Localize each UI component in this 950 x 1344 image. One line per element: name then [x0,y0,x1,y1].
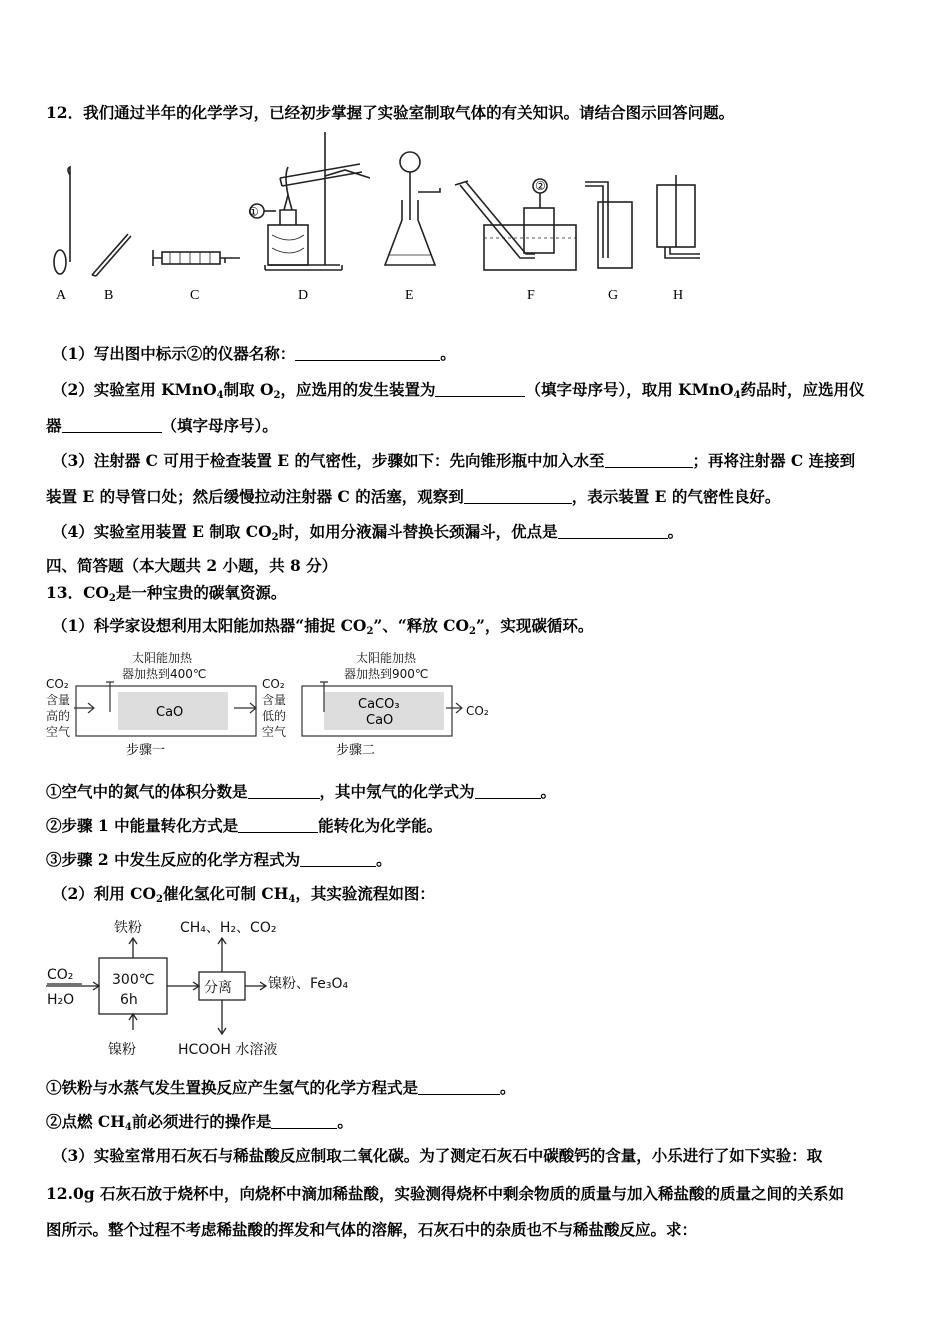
svg-text:CH₄、H₂、CO₂: CH₄、H₂、CO₂ [180,920,277,936]
gas-bottle-g [585,182,632,268]
svg-text:CO₂: CO₂ [46,677,69,691]
solar-heater-figure [44,648,494,760]
svg-text:HCOOH 水溶液: HCOOH 水溶液 [178,1042,278,1058]
heating-apparatus-d [250,132,370,270]
svg-text:CO₂: CO₂ [262,677,285,691]
label-g: G [608,288,619,303]
answer-blank[interactable] [435,381,525,397]
svg-text:器加热到400℃: 器加热到400℃ [122,667,207,681]
svg-text:含量: 含量 [262,693,287,707]
svg-text:分离: 分离 [204,980,232,996]
label-a: A [56,288,67,303]
svg-text:6h: 6h [120,992,138,1008]
svg-text:CaCO₃: CaCO₃ [358,697,400,712]
svg-text:空气: 空气 [262,725,287,739]
gas-bottle-h [657,175,700,258]
answer-blank[interactable] [558,523,668,539]
svg-text:太阳能加热: 太阳能加热 [132,651,193,665]
tweezers-b [92,234,131,276]
q13-d1: ①铁粉与水蒸气发生置换反应产生氢气的化学方程式是 。 [46,1078,516,1097]
svg-text:CO₂: CO₂ [47,967,74,983]
q12-part2-cont: 器 （填字母序号）。 [46,416,278,435]
svg-text:CaO: CaO [366,713,394,728]
svg-text:步骤二: 步骤二 [336,743,376,758]
svg-text:镍粉、Fe₃O₄: 镍粉、Fe₃O₄ [268,976,349,992]
label-e: E [405,288,414,303]
label-f: F [527,288,535,303]
svg-text:步骤一: 步骤一 [126,743,166,758]
svg-text:高的: 高的 [46,709,71,723]
q12-title: 12．我们通过半年的化学学习，已经初步掌握了实验室制取气体的有关知识。请结合图示回答问题。 [46,103,735,122]
section-4-heading: 四、简答题（本大题共 2 小题，共 8 分） [46,556,338,575]
answer-blank[interactable] [475,783,541,799]
q13-c2: ②步骤 1 中能量转化方式是 能转化为化学能。 [46,816,443,835]
q13-d2: ②点燃 $CH_4$前必须进行的操作是 。 [46,1112,353,1133]
q12-part4: （4）实验室用装置 E 制取 $CO_2$时，如用分液漏斗替换长颈漏斗，优点是 。 [52,522,684,543]
label-c: C [190,288,200,303]
conical-flask-e [385,152,440,265]
q13-sub1: （1）科学家设想利用太阳能加热器“捕捉 $CO_2$”、“释放 $CO_2$”，实现碳循环。 [52,616,594,637]
answer-blank[interactable] [295,345,440,361]
label-h: H [673,288,684,303]
svg-text:H₂O: H₂O [47,992,75,1008]
svg-text:太阳能加热: 太阳能加热 [356,651,417,665]
apparatus-figure [40,130,720,280]
svg-text:空气: 空气 [46,725,71,739]
answer-blank[interactable] [248,783,320,799]
water-trough-f [455,179,576,270]
q12-part1: （1）写出图中标示②的仪器名称： 。 [52,344,456,363]
answer-blank[interactable] [300,851,376,867]
q13-sub3-line1: （3）实验室常用石灰石与稀盐酸反应制取二氧化碳。为了测定石灰石中碳酸钙的含量，小乐进行了如下实验：取 [52,1146,823,1165]
svg-text:器加热到900℃: 器加热到900℃ [344,667,429,681]
q13-title: 13．$CO_2$是一种宝贵的碳氧资源。 [46,583,287,604]
q13-sub3-line3: 图所示。整个过程不考虑稀盐酸的挥发和气体的溶解，石灰石中的杂质也不与稀盐酸反应。求： [46,1220,698,1239]
svg-text:300℃: 300℃ [112,972,155,988]
q12-part2: （2）实验室用 KMnO$_4$制取 $O_2$，应选用的发生装置为 （填字母序号），取用 KMnO$_4$药品时，应选用仪 [52,380,865,401]
q12-part3-cont: 装置 E 的导管口处；然后缓慢拉动注射器 C 的活塞，观察到 ，表示装置 E 的气密性良好。 [46,487,781,506]
q12-part3: （3）注射器 C 可用于检查装置 E 的气密性，步骤如下：先向锥形瓶中加入水至 ；再将注射器 C 连接到 [52,451,856,470]
q13-c1: ①空气中的氮气的体积分数是 ，其中氖气的化学式为 。 [46,782,557,801]
answer-blank[interactable] [418,1079,500,1095]
label-d: D [298,288,309,303]
svg-text:含量: 含量 [46,693,71,707]
medicine-spoon-a [54,167,70,274]
marker-1: ① [248,205,259,219]
flow-chart-figure [44,912,374,1062]
answer-blank[interactable] [271,1113,337,1129]
marker-2: ② [535,179,546,193]
svg-text:CO₂: CO₂ [466,704,489,718]
q13-sub2: （2）利用 $CO_2$催化氢化可制 $CH_4$，其实验流程如图： [52,884,435,905]
q13-sub3-line2: 12.0g 石灰石放于烧杯中，向烧杯中滴加稀盐酸，实验测得烧杯中剩余物质的质量与加入稀盐酸的质量之间的关系如 [46,1184,844,1203]
svg-text:铁粉: 铁粉 [114,920,142,936]
answer-blank[interactable] [238,817,318,833]
answer-blank[interactable] [464,488,572,504]
svg-text:镍粉: 镍粉 [108,1042,136,1058]
q13-c3: ③步骤 2 中发生反应的化学方程式为 。 [46,850,392,869]
answer-blank[interactable] [605,452,693,468]
answer-blank[interactable] [62,417,162,433]
svg-text:低的: 低的 [262,709,287,723]
syringe-c [153,250,240,266]
svg-text:CaO: CaO [156,705,184,720]
label-b: B [104,288,114,303]
